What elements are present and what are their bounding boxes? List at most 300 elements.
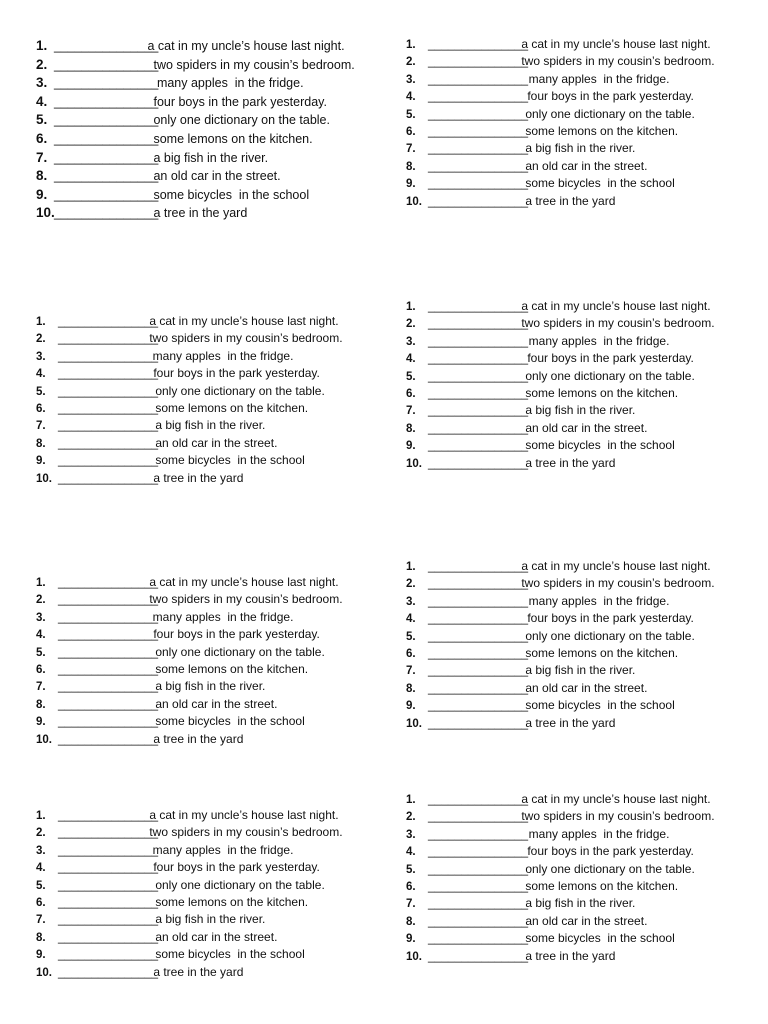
answer-blank[interactable]: _______________ [428,559,529,573]
item-sentence: some bicycles in the school [522,698,675,713]
answer-blank[interactable]: _______________ [54,113,159,128]
item-number: 5. [406,108,416,121]
item-number: 1. [406,301,416,313]
answer-blank[interactable]: _______________ [54,187,159,202]
answer-blank[interactable]: _______________ [428,896,529,911]
item-sentence: a big fish in the river. [522,403,636,418]
item-sentence: a cat in my uncle’s house last night. [146,808,339,822]
item-sentence: a tree in the yard [522,948,616,963]
item-number: 5. [406,863,416,876]
item-sentence: a big fish in the river. [152,679,266,694]
exercise-item [406,402,715,419]
exercise-item [36,824,343,841]
item-number: 3. [406,73,416,86]
exercise-item [36,383,343,400]
item-sentence: an old car in the street. [152,696,278,711]
item-sentence: a tree in the yard [150,731,244,746]
item-sentence: some bicycles in the school [522,438,675,453]
item-sentence: four boys in the park yesterday. [150,860,320,875]
item-number: 5. [406,370,416,383]
item-sentence: four boys in the park yesterday. [150,94,327,109]
item-sentence: a cat in my uncle’s house last night. [146,575,339,589]
item-number: 5. [36,112,48,128]
exercise-item [406,437,715,454]
item-number: 3. [406,335,416,348]
item-number: 9. [406,178,416,191]
exercise-item [406,140,715,157]
answer-blank[interactable]: _______________ [58,314,159,328]
item-sentence: only one dictionary on the table. [522,861,695,876]
item-sentence: a big fish in the river. [522,141,636,156]
answer-blank[interactable]: _______________ [58,947,159,962]
answer-blank[interactable]: _______________ [428,611,529,626]
item-sentence: some lemons on the kitchen. [522,878,679,893]
item-number: 1. [36,577,46,589]
exercise-item [406,193,715,210]
exercise-item [36,644,343,661]
item-number: 2. [406,318,416,331]
item-sentence: a tree in the yard [522,193,616,208]
exercise-item [406,808,715,825]
item-number: 2. [406,578,416,591]
exercise-item [406,71,715,88]
item-sentence: an old car in the street. [152,929,278,944]
item-number: 9. [406,700,416,713]
exercise-item [406,106,715,123]
answer-blank[interactable]: _______________ [54,206,159,221]
answer-blank[interactable]: _______________ [428,826,529,841]
item-number: 9. [406,440,416,453]
item-number: 7. [36,681,46,694]
answer-blank[interactable]: _______________ [428,792,529,806]
item-number: 6. [406,125,416,138]
exercise-item [406,697,715,714]
item-number: 6. [406,880,416,893]
item-sentence: an old car in the street. [522,158,648,173]
item-sentence: a tree in the yard [150,206,248,221]
item-number: 9. [36,455,46,468]
item-number: 8. [406,422,416,435]
exercise-item [406,298,715,315]
exercise-block-1 [36,37,355,223]
answer-blank[interactable]: _______________ [428,403,529,418]
item-number: 5. [36,385,46,398]
item-number: 4. [36,93,48,109]
item-sentence: two spiders in my cousin’s bedroom. [518,316,715,331]
item-number: 10. [406,717,422,730]
exercise-item [406,558,715,575]
item-sentence: many apples in the fridge. [146,348,294,363]
answer-blank[interactable]: _______________ [58,894,159,909]
exercise-item [406,913,715,930]
item-sentence: two spiders in my cousin’s bedroom. [518,809,715,824]
item-sentence: many apples in the fridge. [522,593,670,608]
answer-blank[interactable]: _______________ [54,39,159,53]
item-sentence: a tree in the yard [150,964,244,979]
exercise-item [406,455,715,472]
item-sentence: only one dictionary on the table. [522,628,695,643]
exercise-item [36,807,343,824]
answer-blank[interactable]: _______________ [58,842,159,857]
item-number: 9. [36,716,46,729]
item-number: 8. [36,698,46,711]
item-number: 2. [406,56,416,69]
item-sentence: many apples in the fridge. [522,71,670,86]
item-sentence: four boys in the park yesterday. [524,89,694,104]
exercise-item [36,149,355,168]
item-number: 10. [36,733,52,746]
item-sentence: four boys in the park yesterday. [524,351,694,366]
exercise-item [36,470,343,487]
exercise-item [406,791,715,808]
item-sentence: some lemons on the kitchen. [522,385,679,400]
item-number: 3. [406,595,416,608]
item-number: 1. [406,39,416,51]
item-sentence: some bicycles in the school [150,187,310,202]
item-sentence: many apples in the fridge. [522,826,670,841]
item-sentence: some bicycles in the school [522,176,675,191]
exercise-item [36,365,343,382]
exercise-item [36,964,343,981]
item-sentence: some bicycles in the school [152,947,305,962]
item-sentence: many apples in the fridge. [146,842,294,857]
exercise-item [36,696,343,713]
exercise-item [36,417,343,434]
exercise-block-5 [36,574,343,748]
answer-blank[interactable]: _______________ [428,861,529,876]
answer-blank[interactable]: _______________ [58,366,159,381]
answer-blank[interactable]: _______________ [58,383,159,398]
item-number: 7. [406,143,416,156]
answer-blank[interactable]: _______________ [428,809,529,824]
answer-blank[interactable]: _______________ [58,808,159,822]
item-sentence: two spiders in my cousin’s bedroom. [146,592,343,607]
item-sentence: two spiders in my cousin’s bedroom. [146,331,343,346]
item-number: 4. [406,353,416,366]
exercise-block-6 [406,558,715,732]
answer-blank[interactable]: _______________ [428,948,529,963]
exercise-item [406,158,715,175]
exercise-item [36,859,343,876]
item-sentence: only one dictionary on the table. [152,383,325,398]
item-number: 9. [36,949,46,962]
item-sentence: two spiders in my cousin’s bedroom. [150,57,355,72]
exercise-item [406,315,715,332]
answer-blank[interactable]: _______________ [58,470,159,485]
item-number: 4. [36,629,46,642]
answer-blank[interactable]: _______________ [58,696,159,711]
exercise-item [406,385,715,402]
item-number: 6. [36,896,46,909]
exercise-item [406,930,715,947]
answer-blank[interactable]: _______________ [54,94,159,109]
item-sentence: some bicycles in the school [522,931,675,946]
exercise-item [36,661,343,678]
exercise-item [36,609,343,626]
item-number: 4. [36,368,46,381]
item-sentence: four boys in the park yesterday. [150,366,320,381]
exercise-item [406,878,715,895]
item-number: 1. [406,794,416,806]
exercise-block-2 [406,36,715,210]
exercise-item [36,452,343,469]
item-number: 1. [36,316,46,328]
exercise-item [406,350,715,367]
item-sentence: four boys in the park yesterday. [524,611,694,626]
exercise-item [36,74,355,93]
exercise-block-4 [406,298,715,472]
answer-blank[interactable]: _______________ [428,645,529,660]
exercise-item [406,680,715,697]
answer-blank[interactable]: _______________ [428,385,529,400]
item-sentence: only one dictionary on the table. [150,113,330,128]
answer-blank[interactable]: _______________ [428,931,529,946]
exercise-item [406,175,715,192]
item-number: 8. [36,437,46,450]
answer-blank[interactable]: _______________ [58,912,159,927]
exercise-item [36,911,343,928]
item-number: 6. [406,387,416,400]
exercise-item [406,593,715,610]
answer-blank[interactable]: _______________ [428,71,529,86]
exercise-item [36,130,355,149]
item-sentence: some bicycles in the school [152,453,305,468]
item-number: 5. [406,630,416,643]
answer-blank[interactable]: _______________ [58,331,159,346]
item-number: 3. [36,75,48,91]
answer-blank[interactable]: _______________ [58,860,159,875]
answer-blank[interactable]: _______________ [58,453,159,468]
exercise-item [406,88,715,105]
item-number: 10. [36,472,52,485]
exercise-item [406,645,715,662]
answer-blank[interactable]: _______________ [58,825,159,840]
answer-blank[interactable]: _______________ [428,89,529,104]
item-sentence: some lemons on the kitchen. [522,123,679,138]
answer-blank[interactable]: _______________ [428,193,529,208]
item-number: 5. [36,879,46,892]
exercise-item [406,843,715,860]
answer-blank[interactable]: _______________ [54,150,159,165]
item-number: 2. [406,811,416,824]
item-number: 2. [36,56,48,72]
item-number: 3. [406,828,416,841]
exercise-item [406,715,715,732]
exercise-item [36,330,343,347]
exercise-item [406,610,715,627]
item-number: 6. [406,647,416,660]
item-number: 7. [36,149,48,165]
answer-blank[interactable]: _______________ [428,844,529,859]
answer-blank[interactable]: _______________ [428,715,529,730]
item-number: 4. [406,613,416,626]
exercise-item [406,36,715,53]
exercise-item [36,929,343,946]
exercise-item [36,713,343,730]
item-sentence: a tree in the yard [522,715,616,730]
answer-blank[interactable]: _______________ [58,435,159,450]
answer-blank[interactable]: _______________ [54,57,159,72]
item-number: 7. [36,914,46,927]
answer-blank[interactable]: _______________ [428,913,529,928]
item-sentence: an old car in the street. [522,913,648,928]
item-number: 9. [36,186,48,202]
item-sentence: a big fish in the river. [150,150,269,165]
answer-blank[interactable]: _______________ [428,593,529,608]
item-sentence: a tree in the yard [150,470,244,485]
item-number: 2. [36,594,46,607]
answer-blank[interactable]: _______________ [58,418,159,433]
item-sentence: two spiders in my cousin’s bedroom. [518,54,715,69]
item-sentence: a cat in my uncle’s house last night. [518,299,711,313]
item-sentence: many apples in the fridge. [150,76,304,91]
answer-blank[interactable]: _______________ [428,698,529,713]
answer-blank[interactable]: _______________ [428,176,529,191]
item-sentence: only one dictionary on the table. [152,877,325,892]
item-sentence: some lemons on the kitchen. [522,645,679,660]
exercise-item [36,894,343,911]
answer-blank[interactable]: _______________ [58,731,159,746]
item-number: 7. [406,898,416,911]
answer-blank[interactable]: _______________ [428,37,529,51]
answer-blank[interactable]: _______________ [58,348,159,363]
item-sentence: four boys in the park yesterday. [150,627,320,642]
answer-blank[interactable]: _______________ [428,299,529,313]
answer-blank[interactable]: _______________ [58,609,159,624]
answer-blank[interactable]: _______________ [428,54,529,69]
exercise-item [36,400,343,417]
exercise-item [36,842,343,859]
item-sentence: an old car in the street. [150,169,281,184]
exercise-item [36,946,343,963]
answer-blank[interactable]: _______________ [58,644,159,659]
item-sentence: an old car in the street. [522,680,648,695]
item-number: 6. [36,663,46,676]
answer-blank[interactable]: _______________ [428,878,529,893]
item-number: 1. [36,810,46,822]
item-number: 3. [36,611,46,624]
item-sentence: many apples in the fridge. [146,609,294,624]
exercise-item [36,93,355,112]
item-number: 4. [406,91,416,104]
answer-blank[interactable]: _______________ [428,368,529,383]
item-sentence: four boys in the park yesterday. [524,844,694,859]
answer-blank[interactable]: _______________ [428,316,529,331]
item-number: 2. [36,827,46,840]
answer-blank[interactable]: _______________ [58,877,159,892]
answer-blank[interactable]: _______________ [58,575,159,589]
answer-blank[interactable]: _______________ [58,714,159,729]
item-sentence: a cat in my uncle’s house last night. [144,39,345,53]
answer-blank[interactable]: _______________ [428,438,529,453]
item-number: 8. [36,168,48,184]
answer-blank[interactable]: _______________ [428,351,529,366]
item-number: 10. [36,205,55,221]
answer-blank[interactable]: _______________ [428,158,529,173]
answer-blank[interactable]: _______________ [428,141,529,156]
item-number: 8. [36,931,46,944]
exercise-item [406,123,715,140]
answer-blank[interactable]: _______________ [54,131,159,146]
item-sentence: a big fish in the river. [152,912,266,927]
exercise-item [406,895,715,912]
exercise-item [36,348,343,365]
item-number: 1. [36,38,48,53]
item-number: 8. [406,915,416,928]
item-sentence: some lemons on the kitchen. [150,131,313,146]
item-sentence: a cat in my uncle’s house last night. [518,559,711,573]
item-number: 4. [406,846,416,859]
answer-blank[interactable]: _______________ [428,333,529,348]
answer-blank[interactable]: _______________ [58,679,159,694]
item-number: 10. [406,457,422,470]
exercise-item [36,626,343,643]
exercise-block-3 [36,313,343,487]
exercise-block-7 [36,807,343,981]
exercise-item [406,628,715,645]
item-sentence: a big fish in the river. [152,418,266,433]
item-number: 4. [36,862,46,875]
answer-blank[interactable]: _______________ [58,661,159,676]
item-number: 5. [36,646,46,659]
item-number: 7. [406,405,416,418]
item-sentence: a big fish in the river. [522,896,636,911]
exercise-item [36,877,343,894]
answer-blank[interactable]: _______________ [58,964,159,979]
item-sentence: only one dictionary on the table. [152,644,325,659]
exercise-item [406,861,715,878]
answer-blank[interactable]: _______________ [54,169,159,184]
exercise-item [406,368,715,385]
item-sentence: two spiders in my cousin’s bedroom. [146,825,343,840]
exercise-item [406,575,715,592]
answer-blank[interactable]: _______________ [58,400,159,415]
exercise-item [406,662,715,679]
item-number: 6. [36,130,48,146]
answer-blank[interactable]: _______________ [428,123,529,138]
exercise-item [36,731,343,748]
exercise-item [36,591,343,608]
item-sentence: an old car in the street. [152,435,278,450]
answer-blank[interactable]: _______________ [428,663,529,678]
item-sentence: a cat in my uncle’s house last night. [146,314,339,328]
item-sentence: some lemons on the kitchen. [152,400,309,415]
answer-blank[interactable]: _______________ [58,929,159,944]
answer-blank[interactable]: _______________ [428,455,529,470]
answer-blank[interactable]: _______________ [54,76,159,91]
answer-blank[interactable]: _______________ [428,628,529,643]
answer-blank[interactable]: _______________ [428,106,529,121]
answer-blank[interactable]: _______________ [428,420,529,435]
exercise-item [36,435,343,452]
exercise-item [36,313,343,330]
exercise-item [406,948,715,965]
answer-blank[interactable]: _______________ [58,592,159,607]
item-sentence: a cat in my uncle’s house last night. [518,792,711,806]
item-sentence: only one dictionary on the table. [522,368,695,383]
item-sentence: only one dictionary on the table. [522,106,695,121]
answer-blank[interactable]: _______________ [428,576,529,591]
exercise-item [406,53,715,70]
item-sentence: a big fish in the river. [522,663,636,678]
item-number: 9. [406,933,416,946]
item-number: 7. [36,420,46,433]
item-number: 8. [406,160,416,173]
item-sentence: a tree in the yard [522,455,616,470]
item-sentence: two spiders in my cousin’s bedroom. [518,576,715,591]
answer-blank[interactable]: _______________ [428,680,529,695]
answer-blank[interactable]: _______________ [58,627,159,642]
